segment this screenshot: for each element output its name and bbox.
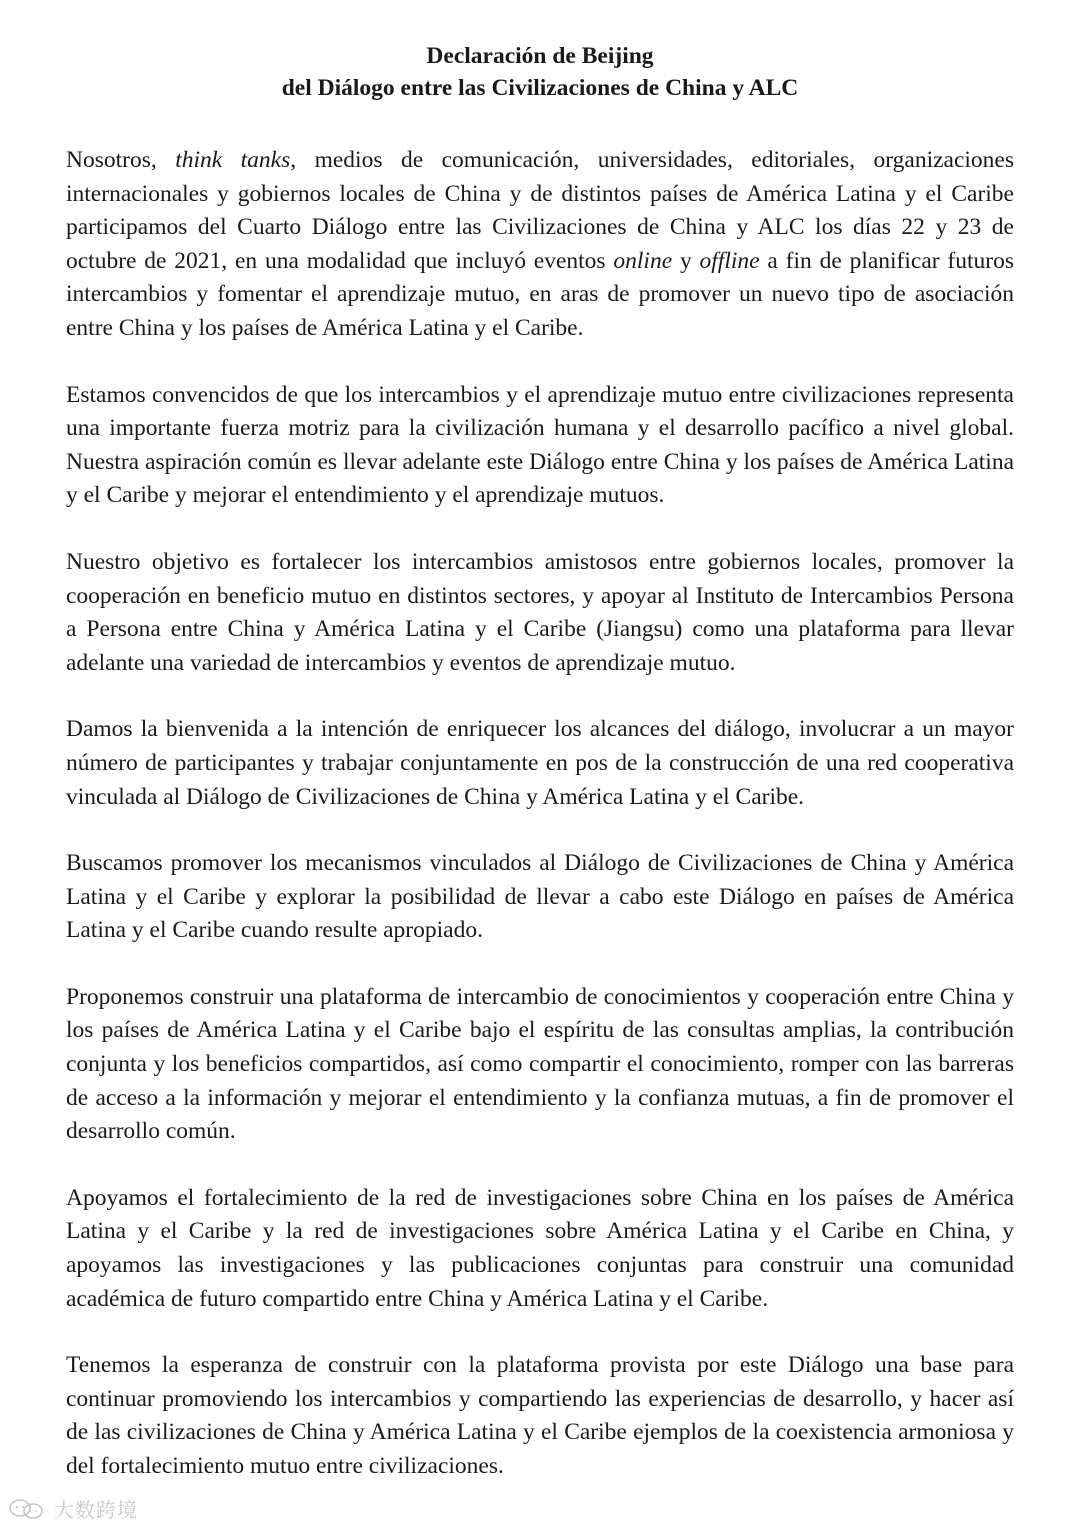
paragraph-3: Nuestro objetivo es fortalecer los intercambios amistosos entre gobiernos locales, promover la cooperación en beneficio mutuo en distintos sectores, y apoyar al Instituto de Intercambios Persona a Persona entre China y América Latina y el Caribe (Jiangsu) como una plataforma para llevar adelante una variedad de intercambios y eventos de aprendizaje mutuo. <box>66 548 1014 676</box>
document-page <box>66 40 1014 1517</box>
title-line-1: Declaración de Beijing <box>426 43 654 69</box>
italic-term: think tanks <box>175 147 291 173</box>
watermark-text: 大数跨境 <box>54 1498 138 1522</box>
paragraph-8: Tenemos la esperanza de construir con la plataforma provista por este Diálogo una base para continuar promoviendo los intercambios y compartiendo las experiencias de desarrollo, y hacer así de las civilizaciones de China y América Latina y el Caribe ejemplos de la coexistencia armoniosa y del fortalecimiento mutuo entre civilizaciones. <box>66 1352 1014 1479</box>
paragraph-1: Nosotros, think tanks, medios de comunicación, universidades, editoriales, organizaciones internacionales y gobiernos locales de China y de distintos países de América Latina y el Caribe participamos del Cuarto Diálogo entre las Civilizaciones de China y ALC los días 22 y 23 de octubre de 2021, en una modalidad que incluyó eventos online y offline a fin de planificar futuros intercambios y fomentar el aprendizaje mutuo, en aras de promover un nuevo tipo de asociación entre China y los países de América Latina y el Caribe. <box>66 147 1014 341</box>
paragraph-7: Apoyamos el fortalecimiento de la red de investigaciones sobre China en los países de América Latina y el Caribe y la red de investigaciones sobre América Latina y el Caribe en China, y apoyamos las investigaciones y las publicaciones conjuntas para construir una comunidad académica de futuro compartido entre China y América Latina y el Caribe. <box>66 1184 1014 1312</box>
paragraph-6: Proponemos construir una plataforma de intercambio de conocimientos y cooperación entre China y los países de América Latina y el Caribe bajo el espíritu de las consultas amplias, la contribución conjunta y los beneficios compartidos, así como compartir el conocimiento, romper con las barreras de acceso a la información y mejorar el entendimiento y la confianza mutuas, a fin de promover el desarrollo común. <box>66 983 1014 1145</box>
document-title <box>66 40 1014 104</box>
paragraph-5: Buscamos promover los mecanismos vinculados al Diálogo de Civilizaciones de China y América Latina y el Caribe y explorar la posibilidad de llevar a cabo este Diálogo en países de América Latina y el Caribe cuando resulte apropiado. <box>66 850 1014 944</box>
italic-term: online <box>613 247 673 274</box>
italic-term: offline <box>699 247 760 274</box>
watermark <box>8 1494 138 1523</box>
title-line-2: del Diálogo entre las Civilizaciones de China y ALC <box>281 75 799 101</box>
wechat-logo-icon <box>8 1498 48 1520</box>
paragraph-4: Damos la bienvenida a la intención de enriquecer los alcances del diálogo, involucrar a un mayor número de participantes y trabajar conjuntamente en pos de la construcción de una red cooperativa vinculada al Diálogo de Civilizaciones de China y América Latina y el Caribe. <box>66 716 1014 810</box>
paragraph-2: Estamos convencidos de que los intercambios y el aprendizaje mutuo entre civilizaciones representa una importante fuerza motriz para la civilización humana y el desarrollo pacífico a nivel global. Nuestra aspiración común es llevar adelante este Diálogo entre China y los países de América Latina y el Caribe y mejorar el entendimiento y el aprendizaje mutuos. <box>66 381 1014 509</box>
